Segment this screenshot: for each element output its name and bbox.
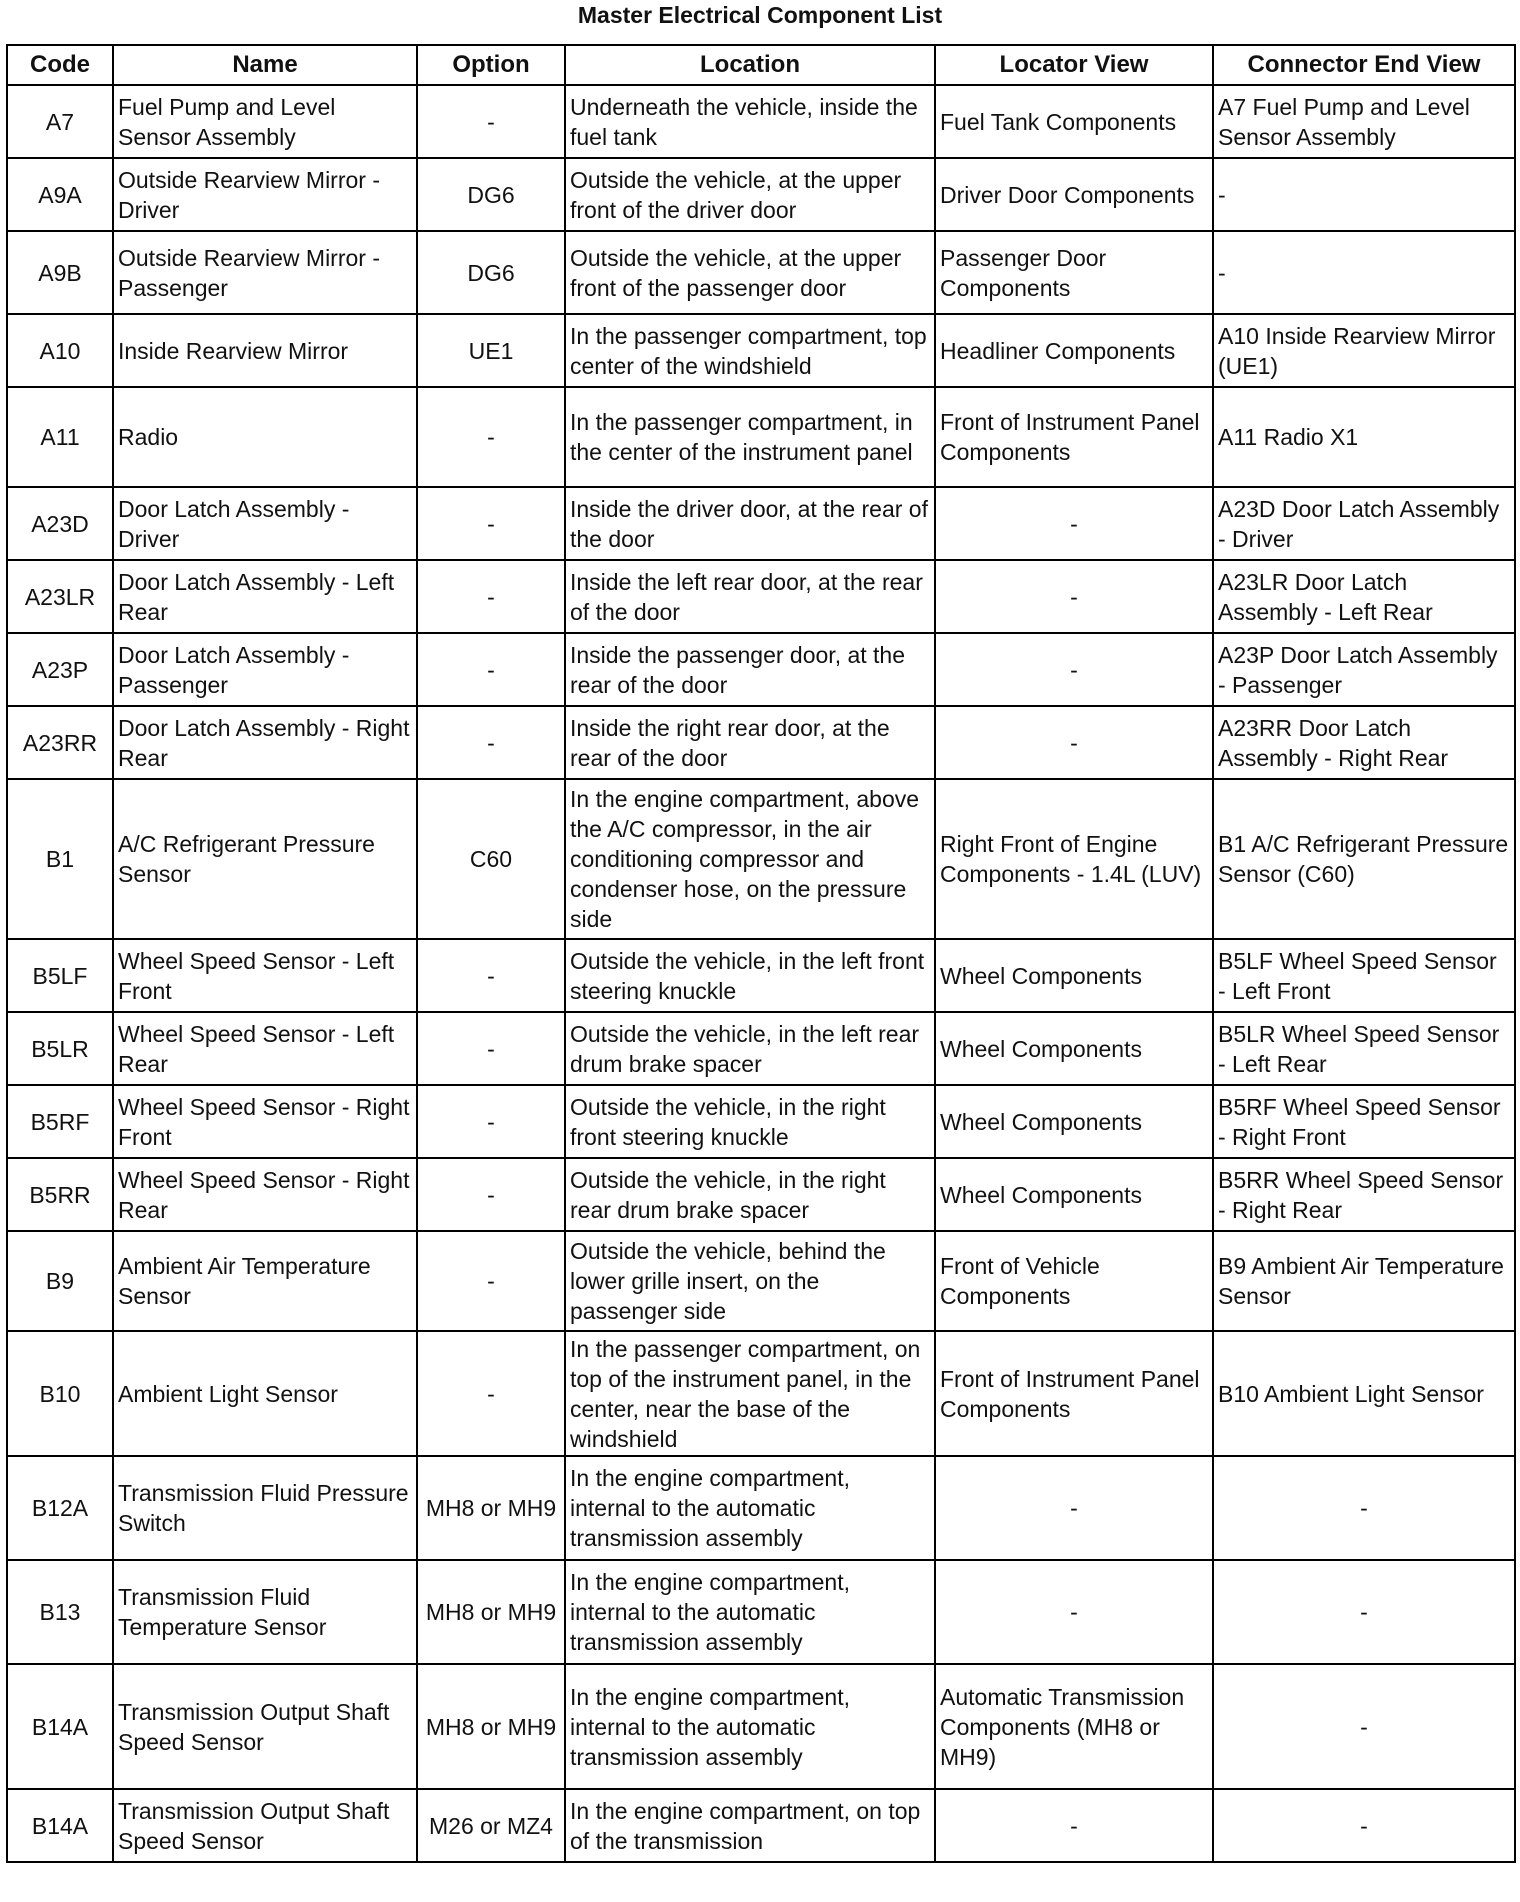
code-cell: B14A [7,1789,113,1862]
locator-view-cell: Wheel Components [935,939,1213,1012]
code-cell: B14A [7,1664,113,1789]
name-cell: Wheel Speed Sensor - Left Rear [113,1012,417,1085]
code-cell: B5LF [7,939,113,1012]
code-cell: A9A [7,158,113,231]
code-cell: A9B [7,231,113,314]
table-row [7,633,1515,706]
code-cell: A23P [7,633,113,706]
name-cell: Door Latch Assembly - Right Rear [113,706,417,779]
connector-end-view-cell: A7 Fuel Pump and Level Sensor Assembly [1213,85,1515,158]
locator-view-cell: Front of Vehicle Components [935,1231,1213,1331]
name-cell: Transmission Fluid Pressure Switch [113,1456,417,1560]
locator-view-cell: - [935,1560,1213,1664]
connector-end-view-cell: B1 A/C Refrigerant Pressure Sensor (C60) [1213,779,1515,939]
code-cell: B5RR [7,1158,113,1231]
name-cell: Door Latch Assembly - Left Rear [113,560,417,633]
table-row [7,487,1515,560]
name-cell: Outside Rearview Mirror - Passenger [113,231,417,314]
connector-end-view-cell: - [1213,158,1515,231]
location-cell: Outside the vehicle, behind the lower grille insert, on the passenger side [565,1231,935,1331]
locator-view-cell: Fuel Tank Components [935,85,1213,158]
location-cell: In the engine compartment, internal to the automatic transmission assembly [565,1560,935,1664]
header-row [7,45,1515,85]
option-cell: - [417,706,565,779]
name-cell: Inside Rearview Mirror [113,314,417,387]
location-cell: Outside the vehicle, in the right rear drum brake spacer [565,1158,935,1231]
table-row [7,1231,1515,1331]
column-header-locator-view: Locator View [935,45,1213,85]
table-row [7,1664,1515,1789]
option-cell: - [417,633,565,706]
location-cell: In the passenger compartment, in the center of the instrument panel [565,387,935,487]
option-cell: DG6 [417,231,565,314]
code-cell: B1 [7,779,113,939]
locator-view-cell: Front of Instrument Panel Components [935,387,1213,487]
connector-end-view-cell: - [1213,231,1515,314]
option-cell: MH8 or MH9 [417,1560,565,1664]
locator-view-cell: - [935,1789,1213,1862]
locator-view-cell: Right Front of Engine Components - 1.4L (LUV) [935,779,1213,939]
name-cell: A/C Refrigerant Pressure Sensor [113,779,417,939]
table-row [7,779,1515,939]
code-cell: A23RR [7,706,113,779]
name-cell: Radio [113,387,417,487]
code-cell: B9 [7,1231,113,1331]
connector-end-view-cell: A23D Door Latch Assembly - Driver [1213,487,1515,560]
name-cell: Fuel Pump and Level Sensor Assembly [113,85,417,158]
locator-view-cell: - [935,633,1213,706]
locator-view-cell: - [935,1456,1213,1560]
table-row [7,1456,1515,1560]
location-cell: Outside the vehicle, in the right front steering knuckle [565,1085,935,1158]
connector-end-view-cell: B5LR Wheel Speed Sensor - Left Rear [1213,1012,1515,1085]
connector-end-view-cell: A23RR Door Latch Assembly - Right Rear [1213,706,1515,779]
connector-end-view-cell: B5LF Wheel Speed Sensor - Left Front [1213,939,1515,1012]
table-row [7,387,1515,487]
locator-view-cell: Automatic Transmission Components (MH8 or MH9) [935,1664,1213,1789]
location-cell: Inside the driver door, at the rear of the door [565,487,935,560]
table-row [7,939,1515,1012]
connector-end-view-cell: B10 Ambient Light Sensor [1213,1331,1515,1456]
code-cell: A7 [7,85,113,158]
column-header-code: Code [7,45,113,85]
name-cell: Transmission Fluid Temperature Sensor [113,1560,417,1664]
code-cell: B10 [7,1331,113,1456]
location-cell: In the passenger compartment, on top of the instrument panel, in the center, near the base of the windshield [565,1331,935,1456]
table-row [7,1331,1515,1456]
name-cell: Door Latch Assembly - Passenger [113,633,417,706]
location-cell: In the engine compartment, internal to the automatic transmission assembly [565,1456,935,1560]
component-table [6,44,1516,1863]
location-cell: In the engine compartment, internal to the automatic transmission assembly [565,1664,935,1789]
name-cell: Transmission Output Shaft Speed Sensor [113,1789,417,1862]
table-row [7,1085,1515,1158]
table-row [7,85,1515,158]
connector-end-view-cell: - [1213,1456,1515,1560]
page-title: Master Electrical Component List [577,2,943,28]
location-cell: Outside the vehicle, at the upper front of the passenger door [565,231,935,314]
locator-view-cell: Headliner Components [935,314,1213,387]
option-cell: DG6 [417,158,565,231]
code-cell: B12A [7,1456,113,1560]
name-cell: Ambient Air Temperature Sensor [113,1231,417,1331]
connector-end-view-cell: - [1213,1664,1515,1789]
name-cell: Ambient Light Sensor [113,1331,417,1456]
name-cell: Transmission Output Shaft Speed Sensor [113,1664,417,1789]
locator-view-cell: Front of Instrument Panel Components [935,1331,1213,1456]
locator-view-cell: Wheel Components [935,1158,1213,1231]
option-cell: - [417,387,565,487]
name-cell: Wheel Speed Sensor - Left Front [113,939,417,1012]
option-cell: C60 [417,779,565,939]
locator-view-cell: - [935,706,1213,779]
code-cell: A23LR [7,560,113,633]
table-row [7,1560,1515,1664]
option-cell: MH8 or MH9 [417,1664,565,1789]
code-cell: B5RF [7,1085,113,1158]
name-cell: Wheel Speed Sensor - Right Front [113,1085,417,1158]
location-cell: Outside the vehicle, in the left front steering knuckle [565,939,935,1012]
connector-end-view-cell: B5RR Wheel Speed Sensor - Right Rear [1213,1158,1515,1231]
option-cell: M26 or MZ4 [417,1789,565,1862]
name-cell: Wheel Speed Sensor - Right Rear [113,1158,417,1231]
code-cell: A23D [7,487,113,560]
option-cell: - [417,1231,565,1331]
table-row [7,314,1515,387]
option-cell: - [417,487,565,560]
connector-end-view-cell: A10 Inside Rearview Mirror (UE1) [1213,314,1515,387]
name-cell: Outside Rearview Mirror - Driver [113,158,417,231]
option-cell: UE1 [417,314,565,387]
code-cell: B5LR [7,1012,113,1085]
location-cell: In the passenger compartment, top center of the windshield [565,314,935,387]
column-header-location: Location [565,45,935,85]
option-cell: - [417,1158,565,1231]
table-row [7,1789,1515,1862]
location-cell: In the engine compartment, above the A/C compressor, in the air conditioning compressor and condenser hose, on the pressure side [565,779,935,939]
location-cell: Inside the left rear door, at the rear of the door [565,560,935,633]
locator-view-cell: - [935,560,1213,633]
code-cell: B13 [7,1560,113,1664]
location-cell: In the engine compartment, on top of the transmission [565,1789,935,1862]
option-cell: - [417,1331,565,1456]
connector-end-view-cell: A23LR Door Latch Assembly - Left Rear [1213,560,1515,633]
locator-view-cell: Driver Door Components [935,158,1213,231]
option-cell: - [417,1012,565,1085]
name-cell: Door Latch Assembly - Driver [113,487,417,560]
location-cell: Outside the vehicle, in the left rear drum brake spacer [565,1012,935,1085]
connector-end-view-cell: A23P Door Latch Assembly - Passenger [1213,633,1515,706]
locator-view-cell: - [935,487,1213,560]
column-header-option: Option [417,45,565,85]
locator-view-cell: Passenger Door Components [935,231,1213,314]
connector-end-view-cell: - [1213,1560,1515,1664]
code-cell: A11 [7,387,113,487]
code-cell: A10 [7,314,113,387]
table-row [7,560,1515,633]
column-header-connector-end-view: Connector End View [1213,45,1515,85]
table-row [7,158,1515,231]
option-cell: - [417,939,565,1012]
option-cell: - [417,85,565,158]
locator-view-cell: Wheel Components [935,1085,1213,1158]
table-row [7,1158,1515,1231]
column-header-name: Name [113,45,417,85]
location-cell: Inside the right rear door, at the rear of the door [565,706,935,779]
location-cell: Underneath the vehicle, inside the fuel tank [565,85,935,158]
location-cell: Outside the vehicle, at the upper front of the driver door [565,158,935,231]
connector-end-view-cell: A11 Radio X1 [1213,387,1515,487]
option-cell: - [417,560,565,633]
connector-end-view-cell: B5RF Wheel Speed Sensor - Right Front [1213,1085,1515,1158]
option-cell: MH8 or MH9 [417,1456,565,1560]
location-cell: Inside the passenger door, at the rear of the door [565,633,935,706]
table-row [7,1012,1515,1085]
table-row [7,231,1515,314]
connector-end-view-cell: - [1213,1789,1515,1862]
locator-view-cell: Wheel Components [935,1012,1213,1085]
connector-end-view-cell: B9 Ambient Air Temperature Sensor [1213,1231,1515,1331]
option-cell: - [417,1085,565,1158]
table-row [7,706,1515,779]
